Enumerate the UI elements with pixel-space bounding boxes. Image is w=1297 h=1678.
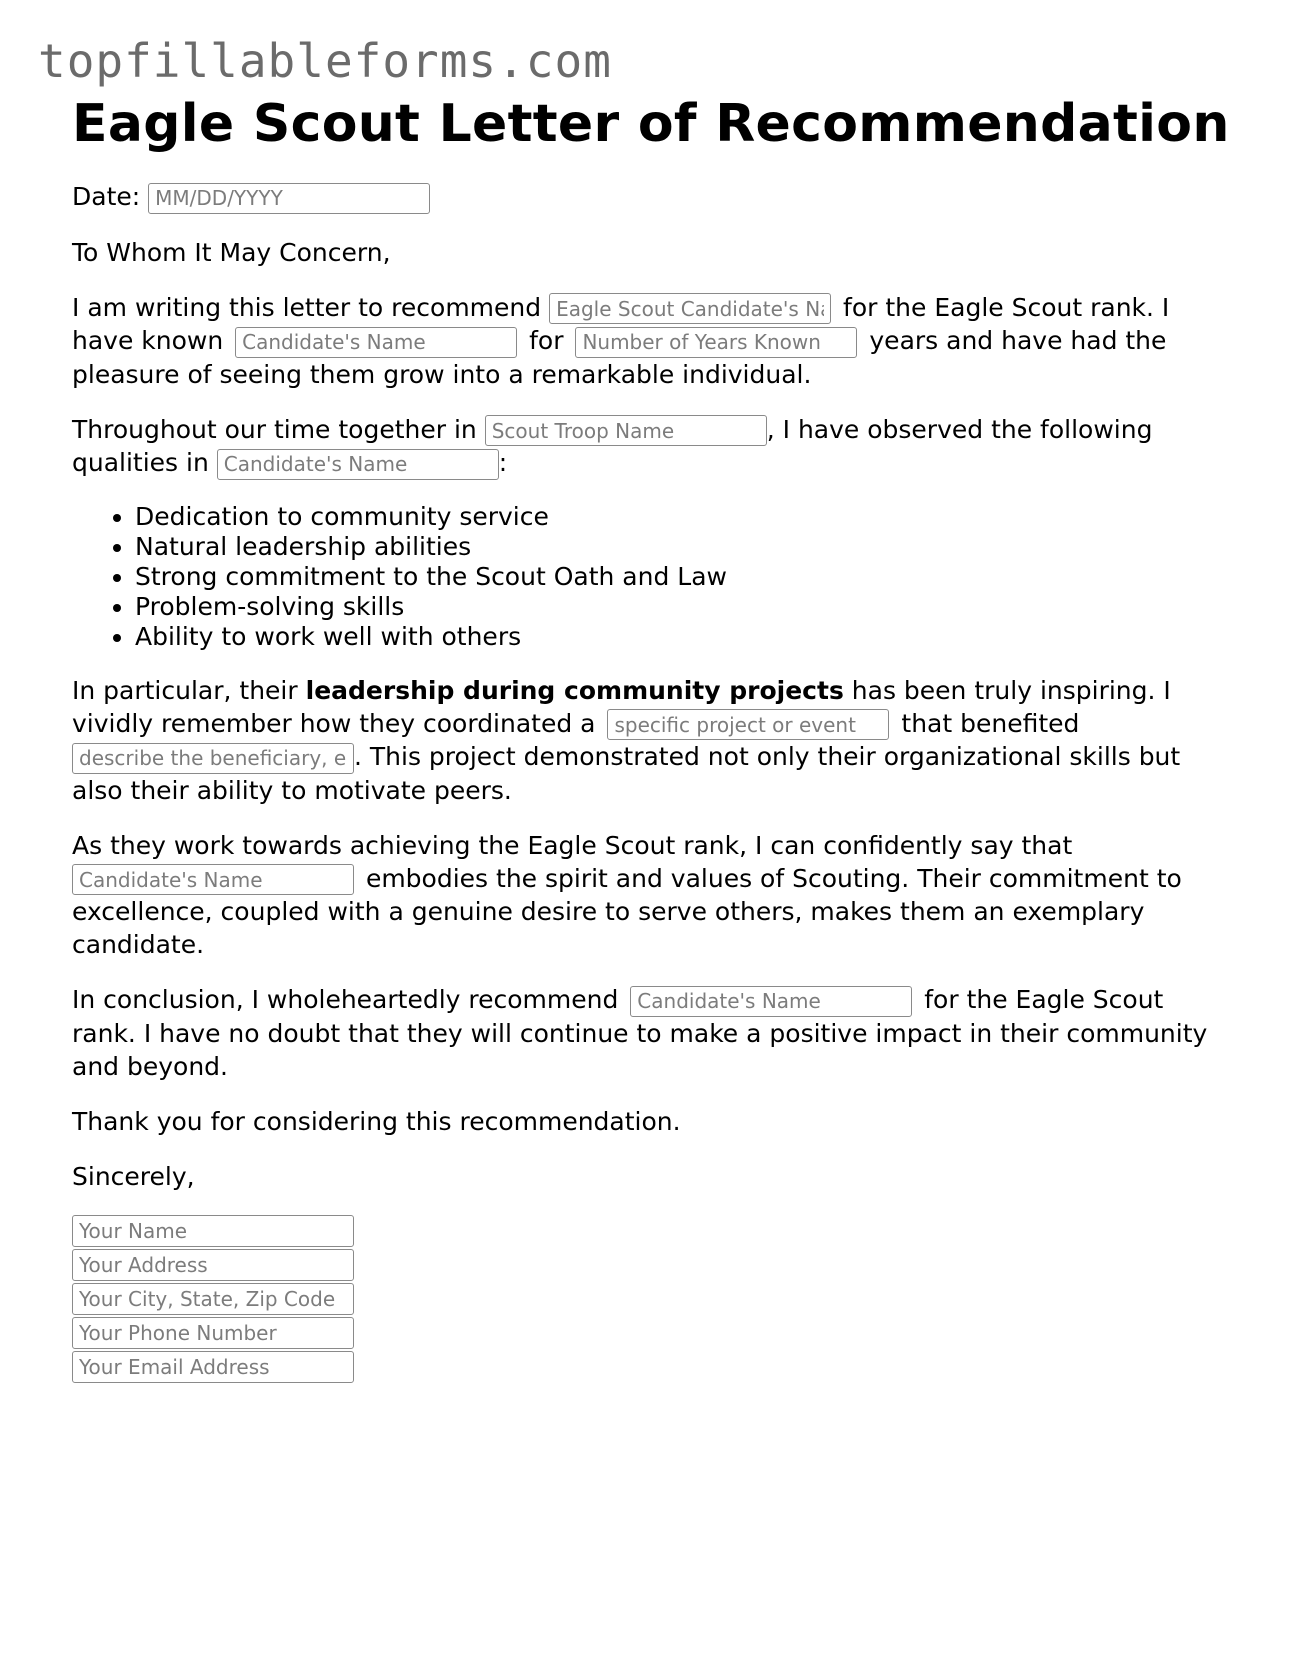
leadership-text-4: . This project demonstrated not only their organizational skills but also their ability to motivate peers.: [72, 742, 1181, 805]
signature-block: [72, 1215, 1232, 1385]
troop-name-input[interactable]: [485, 415, 767, 446]
thanks-line: Thank you for considering this recommendation.: [72, 1106, 681, 1136]
intro-text-2: for the Eagle Scout rank. I have known: [72, 292, 1170, 355]
beneficiary-input[interactable]: [72, 743, 354, 774]
leadership-paragraph: [72, 674, 1232, 807]
qualities-list: [72, 502, 1232, 652]
years-known-input[interactable]: [575, 327, 857, 358]
closing-line: Sincerely,: [72, 1161, 195, 1191]
intro-text-3: for: [529, 326, 564, 355]
letter-page: [72, 92, 1232, 1385]
list-item: • Natural leadership abilities: [135, 532, 1232, 562]
intro-text-1: I am writing this letter to recommend: [72, 292, 542, 322]
candidate-name-input-3[interactable]: [72, 864, 354, 895]
your-city-input[interactable]: [72, 1283, 354, 1315]
list-item: • Dedication to community service: [135, 502, 1232, 532]
leadership-highlight: leadership during community projects: [305, 675, 844, 705]
leadership-text-1: In particular, their: [72, 675, 298, 705]
greeting: To Whom It May Concern,: [72, 237, 391, 267]
qualities-paragraph: [72, 413, 1232, 480]
candidate-name-input-1[interactable]: [235, 327, 517, 358]
intro-text-4: years and have had the pleasure of seeing them grow into a remarkable individual.: [72, 326, 1167, 389]
values-text-1: As they work towards achieving the Eagle Scout rank, I can confidently say that: [72, 830, 1073, 860]
your-name-input[interactable]: [72, 1215, 354, 1247]
qualities-text-1: Throughout our time together in: [72, 414, 477, 444]
list-item: • Ability to work well with others: [135, 622, 1232, 652]
date-line: [72, 180, 1232, 214]
candidate-full-name-input[interactable]: [549, 293, 831, 324]
qualities-text-3: :: [498, 448, 508, 477]
values-text-2: embodies the spirit and values of Scouting. Their commitment to excellence, coupled with a genuine desire to serve others, makes them an exemplary candidate.: [72, 863, 1182, 959]
leadership-text-2: has been truly inspiring. I vividly remember how they coordinated a: [72, 675, 1171, 738]
your-phone-input[interactable]: [72, 1317, 354, 1349]
your-address-input[interactable]: [72, 1249, 354, 1281]
project-input[interactable]: [607, 709, 889, 740]
conclusion-text-2: for the Eagle Scout rank. I have no doubt that they will continue to make a positive impact in their community and beyond.: [72, 985, 1208, 1081]
page-title: Eagle Scout Letter of Recommendation: [72, 94, 1230, 154]
site-watermark: topfillableforms.com: [38, 34, 612, 88]
intro-paragraph: [72, 291, 1232, 391]
candidate-name-input-2[interactable]: [217, 449, 499, 480]
your-email-input[interactable]: [72, 1351, 354, 1383]
conclusion-text-1: In conclusion, I wholeheartedly recommend: [72, 985, 619, 1014]
date-input[interactable]: [148, 183, 430, 214]
candidate-name-input-4[interactable]: [630, 986, 912, 1017]
qualities-text-2: , I have observed the following qualities in: [72, 414, 1153, 477]
conclusion-paragraph: [72, 983, 1232, 1083]
date-label: Date:: [72, 182, 141, 211]
list-item: • Strong commitment to the Scout Oath and Law: [135, 562, 1232, 592]
list-item: • Problem-solving skills: [135, 592, 1232, 622]
values-paragraph: [72, 829, 1232, 962]
leadership-text-3: that benefited: [901, 708, 1080, 738]
